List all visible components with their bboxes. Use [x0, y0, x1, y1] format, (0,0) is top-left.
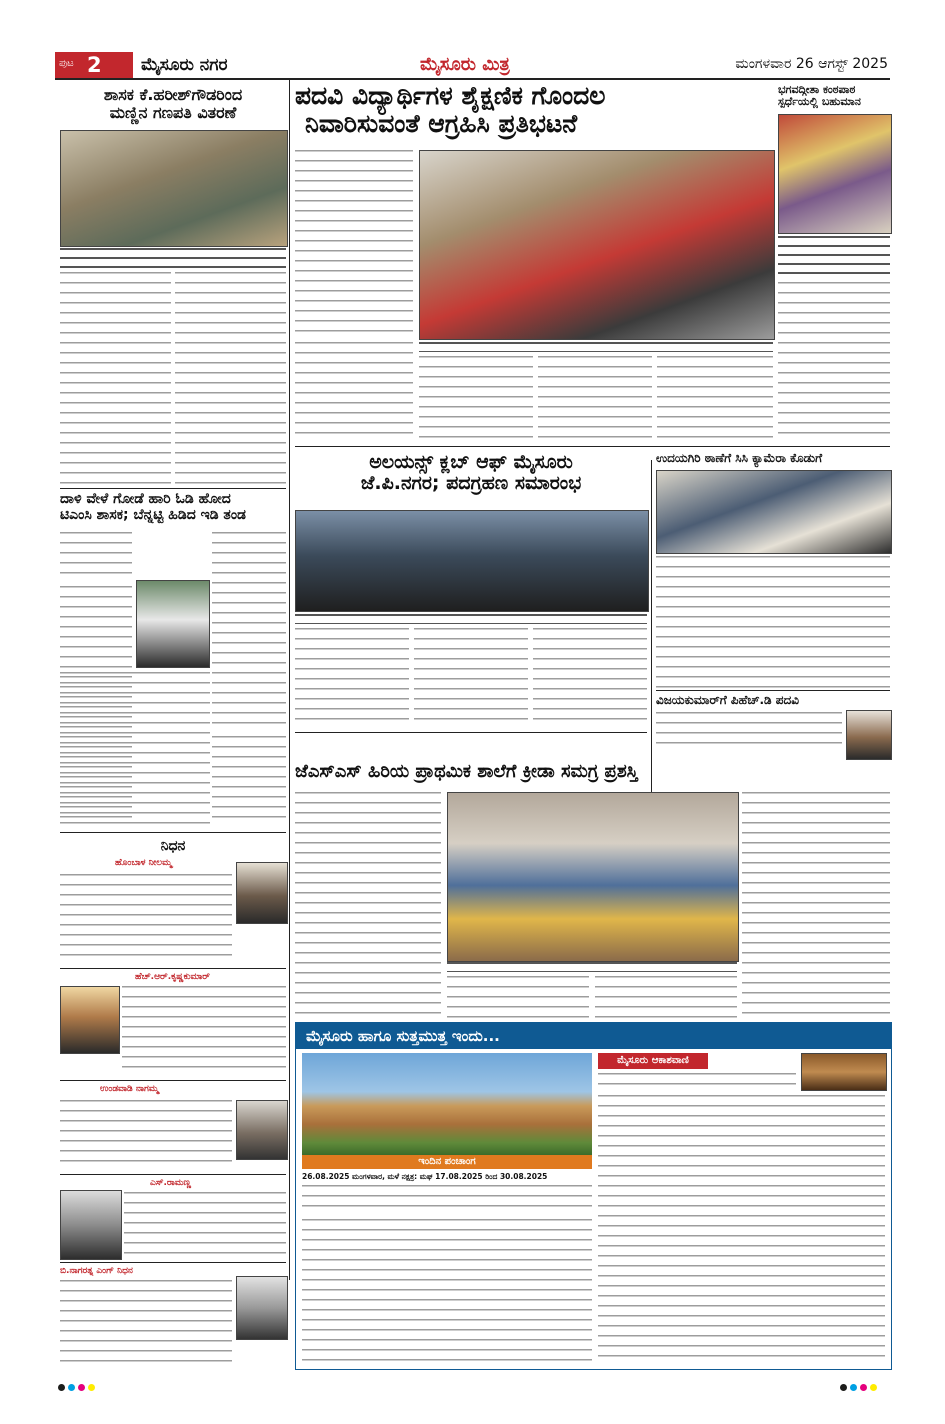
akashavani-schedule-top: [598, 1073, 796, 1093]
protest-body-col1: [295, 150, 413, 338]
divider: [60, 1080, 286, 1081]
tiger-headline-line1: ದಾಳಿ ವೇಳೆ ಗೋಡೆ ಹಾರಿ ಓಡಿ ಹೋದ: [60, 491, 231, 507]
divider: [60, 968, 286, 969]
tiger-body-right: [212, 532, 286, 732]
sports-photo: [447, 792, 739, 962]
ganapati-photo: [60, 130, 288, 247]
obituary-body-1: [60, 874, 232, 964]
divider: [295, 446, 890, 447]
protest-headline-line2: ನಿವಾರಿಸುವಂತೆ ಆಗ್ರಹಿಸಿ ಪ್ರತಿಭಟನೆ: [305, 109, 578, 138]
obituary-photo-5: [236, 1276, 288, 1340]
lions-photo: [295, 510, 649, 612]
obituary-body-2: [122, 986, 286, 1076]
cctv-headline: ಉದಯಗಿರಿ ಠಾಣೆಗೆ ಸಿಸಿ ಕ್ಯಾಮೆರಾ ಕೊಡುಗೆ: [656, 451, 823, 465]
tiger-photo: [136, 580, 210, 668]
tiger-body-left: [60, 532, 132, 582]
radio-photo: [801, 1053, 887, 1091]
today-box: [295, 1022, 892, 1370]
protest-body-col4: [538, 356, 652, 442]
recitation-headline: [778, 84, 890, 109]
panchanga-body: [302, 1185, 592, 1215]
palace-photo: [302, 1053, 592, 1155]
protest-body-col5: [657, 356, 773, 442]
divider: [60, 1174, 286, 1175]
divider: [295, 732, 647, 733]
sports-headline: ಜೆಎಸ್‌ಎಸ್ ಹಿರಿಯ ಪ್ರಾಥಮಿಕ ಶಾಲೆಗೆ ಕ್ರೀಡಾ ಸಮಗ್ರ ಪ್ರಶಸ್ತಿ: [295, 761, 638, 782]
ganapati-headline: [60, 86, 286, 122]
obituary-body-3: [60, 1100, 232, 1170]
sports-body-col1: [295, 792, 441, 1018]
protest-photo: [419, 150, 775, 340]
sports-caption: [447, 962, 737, 972]
recitation-body: [778, 282, 890, 442]
obituary-name-1: ಹೊಂಬಾಳ ನೀಲಮ್ಮ: [115, 858, 172, 868]
obituary-photo-3: [236, 1100, 288, 1160]
lions-headline-line2: ಜೆ.ಪಿ.ನಗರ; ಪದಗ್ರಹಣ ಸಮಾರಂಭ: [360, 472, 582, 495]
tiger-headline: [60, 492, 286, 523]
issue-date: ಮಂಗಳವಾರ 26 ಆಗಸ್ಟ್ 2025: [735, 56, 888, 72]
obituary-name-5: ಬಿ.ನಾಗರತ್ನ ಎಂಗ್ ನಿಧನ: [60, 1266, 133, 1276]
page-badge: [55, 52, 133, 78]
obituary-name-2: ಹೆಚ್.ಆರ್.ಕೃಷ್ಣಕುಮಾರ್: [135, 972, 210, 982]
protest-headline: [295, 82, 771, 138]
events-list: [302, 1219, 592, 1363]
akashavani-schedule: [598, 1095, 885, 1363]
protest-caption: [419, 342, 773, 352]
registration-marks-left: [58, 1376, 98, 1395]
divider: [656, 690, 890, 691]
recitation-headline-line1: ಭಗವದ್ಗೀತಾ ಕಂಠಪಾಠ: [778, 83, 856, 96]
obituary-name-4: ಎಸ್.ರಾಮಣ್ಣ: [150, 1178, 192, 1188]
masthead: [55, 52, 890, 80]
protest-headline-line1: ಪದವಿ ವಿದ್ಯಾರ್ಥಿಗಳ ಶೈಕ್ಷಣಿಕ ಗೊಂದಲ: [295, 81, 606, 110]
ganapati-body-col2: [175, 272, 286, 484]
akashavani-heading: [598, 1053, 708, 1069]
today-banner: ಮೈಸೂರು ಹಾಗೂ ಸುತ್ತಮುತ್ತ ಇಂದು...: [296, 1023, 891, 1049]
ganapati-headline-line2: ಮಣ್ಣಿನ ಗಣಪತಿ ವಿತರಣೆ: [109, 102, 237, 122]
sports-body-col4: [742, 792, 890, 1018]
panchanga-band: [302, 1155, 592, 1169]
akashavani-title: ಮೈಸೂರು ಆಕಾಶವಾಣಿ: [617, 1055, 689, 1066]
phd-body: [656, 712, 842, 748]
phd-headline: ವಿಜಯಕುಮಾರ್‌ಗೆ ಪಿಹೆಚ್.ಡಿ ಪದವಿ: [656, 693, 799, 707]
section-title: ಮೈಸೂರು ನಗರ: [141, 55, 228, 75]
cctv-photo: [656, 470, 892, 554]
recitation-photo: [778, 114, 892, 234]
ganapati-caption: [60, 248, 286, 268]
ganapati-headline-line1: ಶಾಸಕ ಕೆ.ಹರೀಶ್‌ಗೌಡರಿಂದ: [103, 85, 243, 104]
recitation-headline-line2: ಸ್ಪರ್ಧೆಯಲ್ಲಿ ಬಹುಮಾನ: [778, 95, 861, 109]
recitation-caption: [778, 236, 890, 276]
divider: [60, 488, 286, 489]
protest-body-col2: [295, 342, 413, 442]
lions-body-col1: [295, 628, 409, 728]
lions-body-col2: [414, 628, 528, 728]
protest-body-col3: [419, 356, 533, 442]
lions-headline-line1: ಅಲಯನ್ಸ್ ಕ್ಲಬ್ ಆಫ್ ಮೈಸೂರು: [369, 451, 573, 473]
column-rule-left: [289, 80, 290, 1280]
sports-body-col3: [595, 976, 737, 1018]
obituary-body-5: [60, 1280, 232, 1366]
registration-marks-right: [840, 1376, 880, 1395]
lions-body-col3: [533, 628, 647, 728]
panchanga-date-line: 26.08.2025 ಮಂಗಳವಾರ, ಮಳೆ ನಕ್ಷತ್ರ: ಮಘ 17.08.2025 ರಿಂದ 30.08.2025: [302, 1172, 548, 1181]
panchanga-title: ಇಂದಿನ ಪಂಚಾಂಗ: [418, 1156, 476, 1167]
obituary-photo-1: [236, 862, 288, 924]
obituary-name-3: ಉಂಡವಾಡಿ ನಾಗಮ್ಮ: [100, 1084, 159, 1094]
page-label: ಪುಟ: [59, 58, 74, 69]
lions-headline: [295, 452, 647, 495]
tiger-body-under: [60, 672, 210, 826]
tiger-body-tail: [212, 736, 286, 826]
obituary-photo-4: [60, 1190, 122, 1260]
divider: [60, 832, 286, 833]
page-number: 2: [87, 53, 102, 77]
ganapati-body-col1: [60, 272, 171, 484]
obituary-body-4: [124, 1192, 286, 1262]
paper-name: ಮೈಸೂರು ಮಿತ್ರ: [420, 54, 510, 75]
cctv-body: [656, 556, 890, 688]
divider: [60, 1262, 286, 1263]
phd-photo: [846, 710, 892, 760]
tiger-headline-line2: ಟಿಎಂಸಿ ಶಾಸಕ; ಬೆನ್ನಟ್ಟಿ ಹಿಡಿದ ಇಡಿ ತಂಡ: [60, 506, 246, 523]
lions-caption: [295, 614, 647, 624]
sports-body-col2: [447, 976, 589, 1018]
obituary-photo-2: [60, 986, 120, 1054]
obituary-section-title: ನಿಧನ: [160, 838, 186, 854]
